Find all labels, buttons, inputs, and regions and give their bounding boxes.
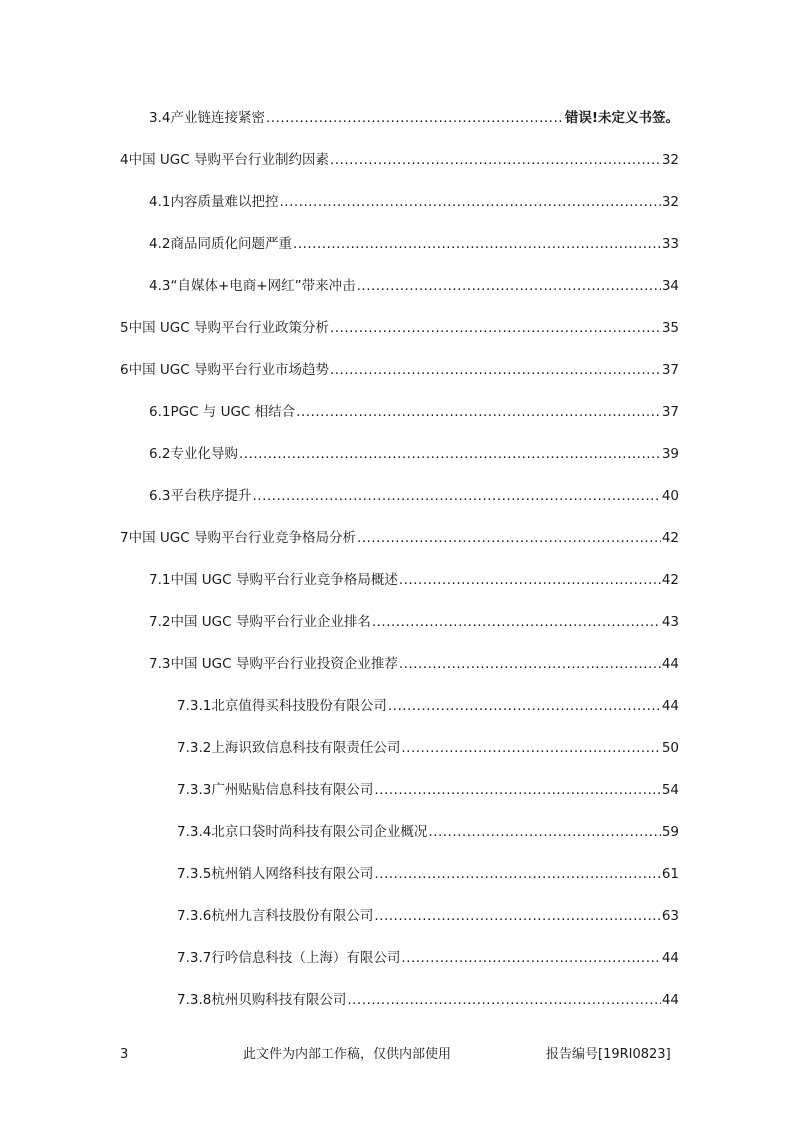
toc-number: 4.3: [149, 278, 171, 294]
toc-leader-dots: [374, 864, 660, 884]
toc-leader-dots: [252, 486, 660, 506]
toc-leader-dots: [293, 234, 661, 254]
toc-entry-4-3[interactable]: [149, 276, 679, 296]
toc-title: 中国 UGC 导购平台行业政策分析: [128, 320, 329, 336]
toc-number: 7.3.7: [177, 950, 212, 966]
toc-number: 7.2: [149, 614, 171, 630]
toc-leader-dots: [357, 276, 661, 296]
toc-leader-dots: [279, 192, 660, 212]
toc-title: 中国 UGC 导购平台行业市场趋势: [128, 362, 329, 378]
toc-page: 44: [661, 656, 679, 672]
toc-page: 61: [661, 866, 679, 882]
toc-leader-dots: [266, 108, 564, 128]
footer-page-number: 3: [120, 1047, 129, 1062]
toc-entry-7-3-6[interactable]: [177, 906, 679, 926]
toc-leader-dots: [399, 654, 661, 674]
toc-leader-dots: [399, 570, 661, 590]
toc-title: 商品同质化问题严重: [170, 236, 292, 252]
toc-title: 平台秩序提升: [170, 488, 252, 504]
toc-page: 54: [661, 782, 679, 798]
toc-leader-dots: [296, 402, 661, 422]
page-footer: [120, 1045, 671, 1065]
toc-entry-7-1[interactable]: [149, 570, 679, 590]
toc-leader-dots: [428, 822, 660, 842]
toc-page: 59: [661, 824, 679, 840]
toc-number: 6.3: [149, 488, 171, 504]
toc-title: 广州贴贴信息科技有限公司: [211, 782, 374, 798]
toc-number: 6: [120, 362, 129, 378]
toc-entry-6-1[interactable]: [149, 402, 679, 422]
toc-title: 产业链连接紧密: [170, 110, 265, 126]
toc-leader-dots: [372, 612, 661, 632]
toc-entry-6[interactable]: [120, 360, 679, 380]
toc-number: 6.2: [149, 446, 171, 462]
toc-number: 7.3.2: [177, 740, 212, 756]
toc-page: 63: [661, 908, 679, 924]
toc-leader-dots: [239, 444, 661, 464]
toc-entry-5[interactable]: [120, 318, 679, 338]
toc-page: 34: [661, 278, 679, 294]
toc-number: 4.2: [149, 236, 171, 252]
toc-page: 43: [661, 614, 679, 630]
toc-page: 35: [661, 320, 679, 336]
toc-leader-dots: [374, 780, 660, 800]
toc-number: 5: [120, 320, 129, 336]
toc-page: 37: [661, 404, 679, 420]
toc-entry-7-3-3[interactable]: [177, 780, 679, 800]
toc-title: PGC 与 UGC 相结合: [170, 404, 296, 420]
toc-title: 杭州销人网络科技有限公司: [211, 866, 374, 882]
toc-leader-dots: [401, 738, 660, 758]
toc-number: 6.1: [149, 404, 171, 420]
toc-leader-dots: [330, 150, 661, 170]
toc-title: 行吟信息科技（上海）有限公司: [211, 950, 401, 966]
toc-entry-7-3-2[interactable]: [177, 738, 679, 758]
toc-number: 4: [120, 152, 129, 168]
toc-page: 32: [661, 152, 679, 168]
toc-entry-4-1[interactable]: [149, 192, 679, 212]
toc-number: 7.3.1: [177, 698, 212, 714]
toc-number: 7: [120, 530, 129, 546]
toc-leader-dots: [330, 318, 661, 338]
toc-number: 7.3.6: [177, 908, 212, 924]
toc-page: 50: [661, 740, 679, 756]
toc-title: 中国 UGC 导购平台行业竞争格局概述: [170, 572, 398, 588]
toc-leader-dots: [330, 360, 661, 380]
toc-entry-7-2[interactable]: [149, 612, 679, 632]
toc-entry-7-3-7[interactable]: [177, 948, 679, 968]
toc-number: 7.3.8: [177, 992, 212, 1008]
toc-entry-7-3-8[interactable]: [177, 990, 679, 1010]
toc-leader-dots: [357, 528, 661, 548]
toc-entry-3-4[interactable]: [149, 108, 679, 128]
toc-leader-dots: [374, 906, 660, 926]
toc-page: 42: [661, 572, 679, 588]
toc-page: 40: [661, 488, 679, 504]
toc-page-error: 错误!未定义书签。: [564, 110, 679, 126]
toc-number: 7.3.4: [177, 824, 212, 840]
toc-number: 7.1: [149, 572, 171, 588]
toc-title: 上海识致信息科技有限责任公司: [211, 740, 401, 756]
footer-report-number: 报告编号[19RI0823]: [546, 1047, 671, 1062]
toc-leader-dots: [347, 990, 660, 1010]
toc-entry-7-3[interactable]: [149, 654, 679, 674]
toc-title: 专业化导购: [170, 446, 238, 462]
toc-leader-dots: [388, 696, 661, 716]
toc-title: 内容质量难以把控: [170, 194, 279, 210]
toc-title: 北京口袋时尚科技有限公司企业概况: [211, 824, 428, 840]
toc-page: 33: [661, 236, 679, 252]
toc-title: 中国 UGC 导购平台行业企业排名: [170, 614, 371, 630]
toc-number: 4.1: [149, 194, 171, 210]
toc-page: 44: [661, 950, 679, 966]
toc-leader-dots: [401, 948, 660, 968]
toc-title: 杭州九言科技股份有限公司: [211, 908, 374, 924]
toc-number: 7.3.3: [177, 782, 212, 798]
toc-entry-7-3-5[interactable]: [177, 864, 679, 884]
toc-number: 7.3.5: [177, 866, 212, 882]
toc-entry-4[interactable]: [120, 150, 679, 170]
toc-title: 北京值得买科技股份有限公司: [211, 698, 387, 714]
toc-entry-6-3[interactable]: [149, 486, 679, 506]
toc-title: 中国 UGC 导购平台行业竞争格局分析: [128, 530, 356, 546]
toc-page: 44: [661, 698, 679, 714]
toc-entry-4-2[interactable]: [149, 234, 679, 254]
toc-page: 32: [661, 194, 679, 210]
toc-page: 37: [661, 362, 679, 378]
toc-page: 39: [661, 446, 679, 462]
toc-title: “自媒体+电商+网红”带来冲击: [170, 278, 356, 294]
toc-title: 中国 UGC 导购平台行业投资企业推荐: [170, 656, 398, 672]
toc-number: 3.4: [149, 110, 171, 126]
toc-title: 杭州贝购科技有限公司: [211, 992, 347, 1008]
toc-page: 42: [661, 530, 679, 546]
toc-entry-6-2[interactable]: [149, 444, 679, 464]
toc-title: 中国 UGC 导购平台行业制约因素: [128, 152, 329, 168]
toc-page: 44: [661, 992, 679, 1008]
toc-entry-7-3-4[interactable]: [177, 822, 679, 842]
toc-number: 7.3: [149, 656, 171, 672]
toc-entry-7[interactable]: [120, 528, 679, 548]
toc-entry-7-3-1[interactable]: [177, 696, 679, 716]
footer-notice: 此文件为内部工作稿，仅供内部使用: [243, 1047, 452, 1062]
